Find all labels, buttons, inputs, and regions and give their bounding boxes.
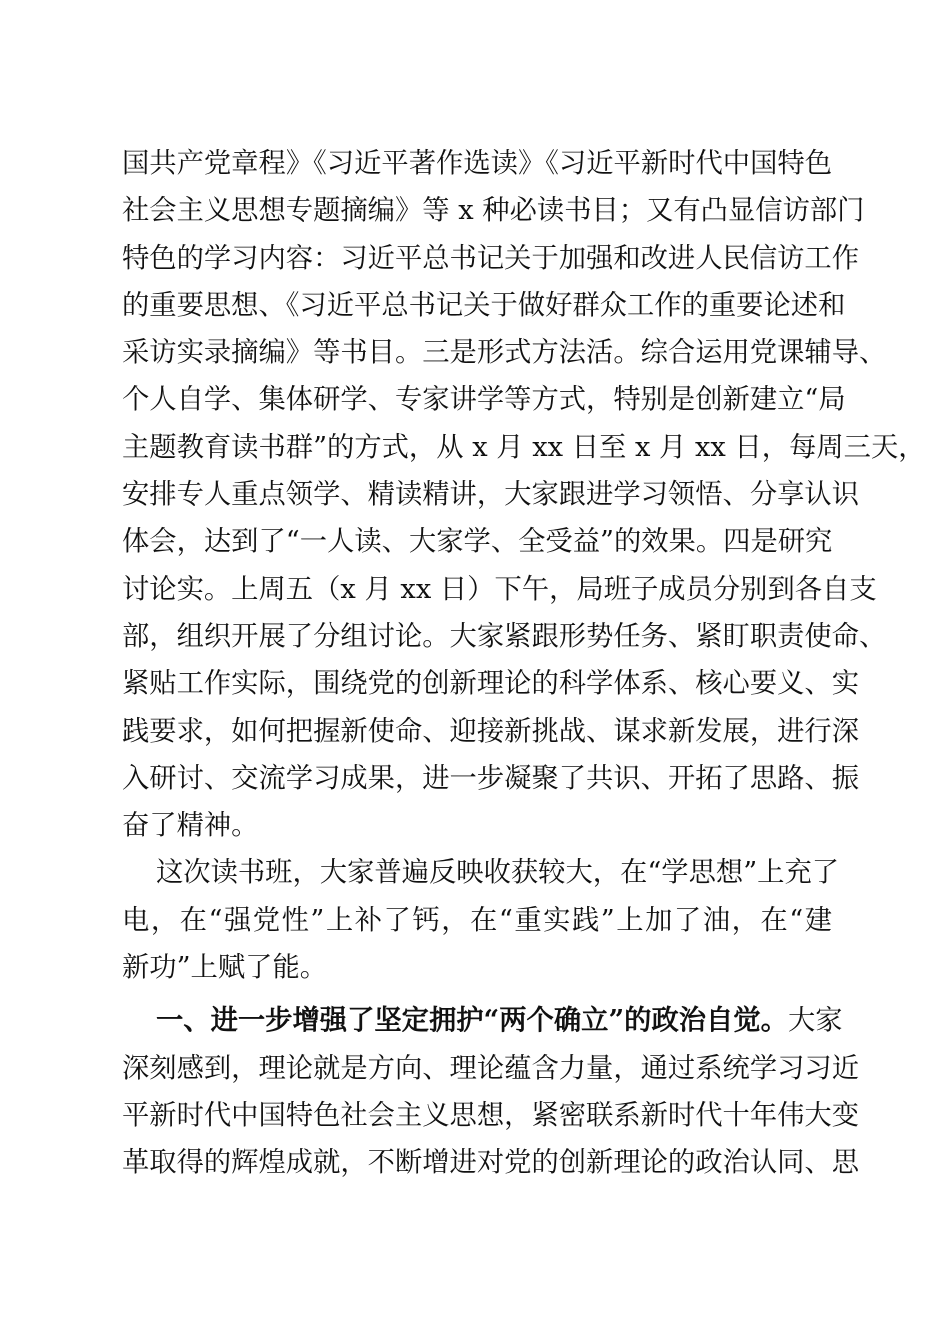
paragraph-line: 体会，达到了“一人读、大家学、全受益”的效果。四是研究 bbox=[122, 526, 833, 558]
paragraph-line: 革取得的辉煌成就，不断增进对党的创新理论的政治认同、思 bbox=[122, 1147, 860, 1179]
paragraph-line: 这次读书班，大家普遍反映收获较大，在“学思想”上充了 bbox=[156, 857, 840, 889]
paragraph-line: 紧贴工作实际，围绕党的创新理论的科学体系、核心要义、实 bbox=[122, 668, 860, 700]
paragraph-line: 部，组织开展了分组讨论。大家紧跟形势任务、紧盯职责使命、 bbox=[122, 620, 887, 652]
paragraph-line: 讨论实。上周五（x 月 xx 日）下午，局班子成员分别到各自支 bbox=[122, 573, 877, 605]
paragraph-line: 践要求，如何把握新使命、迎接新挑战、谋求新发展，进行深 bbox=[122, 715, 860, 747]
paragraph-line: 新功”上赋了能。 bbox=[122, 952, 328, 984]
paragraph-line: 个人自学、集体研学、专家讲学等方式，特别是创新建立“局 bbox=[122, 384, 846, 416]
paragraph-line: 深刻感到，理论就是方向、理论蕴含力量，通过系统学习习近 bbox=[122, 1052, 860, 1084]
section-heading-tail: 大家 bbox=[787, 1005, 843, 1037]
paragraph-line: 入研讨、交流学习成果，进一步凝聚了共识、开拓了思路、振 bbox=[122, 762, 860, 794]
paragraph-line: 电，在“强党性”上补了钙，在“重实践”上加了油，在“建 bbox=[122, 904, 832, 936]
document-body bbox=[122, 140, 926, 1187]
paragraph-line: 平新时代中国特色社会主义思想，紧密联系新时代十年伟大变 bbox=[122, 1099, 860, 1131]
paragraph-line: 奋了精神。 bbox=[122, 810, 259, 842]
paragraph-line: 社会主义思想专题摘编》等 x 种必读书目；又有凸显信访部门 bbox=[122, 195, 865, 227]
paragraph-line: 主题教育读书群”的方式，从 x 月 xx 日至 x 月 xx 日，每周三天， bbox=[122, 431, 926, 463]
paragraph-line: 国共产党章程》《习近平著作选读》《习近平新时代中国特色 bbox=[122, 148, 832, 179]
section-heading: 一、进一步增强了坚定拥护“两个确立”的政治自觉。 bbox=[156, 1004, 788, 1037]
section-heading-line bbox=[122, 997, 843, 1044]
paragraph-line: 安排专人重点领学、精读精讲，大家跟进学习领悟、分享认识 bbox=[122, 479, 860, 511]
paragraph-line: 的重要思想、《习近平总书记关于做好群众工作的重要论述和 bbox=[122, 289, 846, 321]
paragraph-line: 采访实录摘编》等书目。三是形式方法活。综合运用党课辅导、 bbox=[122, 337, 887, 369]
paragraph-line: 特色的学习内容：习近平总书记关于加强和改进人民信访工作 bbox=[122, 242, 860, 274]
